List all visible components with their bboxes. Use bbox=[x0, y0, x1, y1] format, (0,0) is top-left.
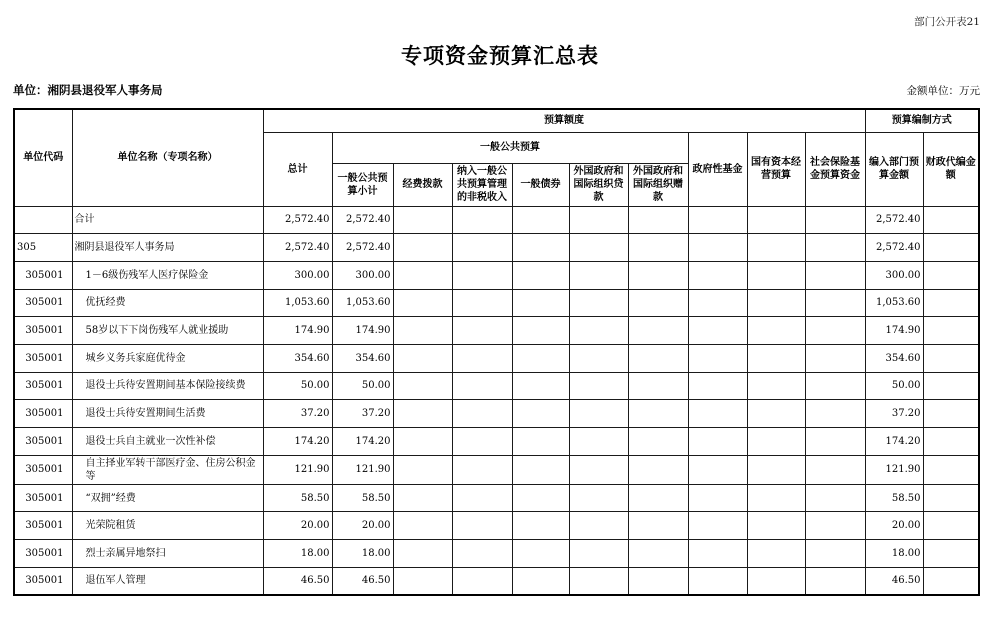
total-cell: 174.20 bbox=[263, 428, 332, 456]
total-cell: 1,053.60 bbox=[263, 289, 332, 317]
state-capital-cell bbox=[747, 289, 805, 317]
nontax-income-cell bbox=[452, 567, 512, 595]
unit-code-cell bbox=[14, 206, 72, 234]
gov-fund-cell bbox=[688, 540, 747, 568]
general-bonds-cell bbox=[512, 512, 569, 540]
funds-allocation-cell bbox=[393, 344, 452, 372]
fiscal-agency-cell bbox=[923, 484, 979, 512]
dept-budget-cell: 2,572.40 bbox=[865, 234, 923, 262]
gp-subtotal-cell: 50.00 bbox=[332, 372, 393, 400]
unit-name-cell: 58岁以下下岗伤残军人就业援助 bbox=[72, 317, 263, 345]
foreign-loans-cell bbox=[569, 484, 628, 512]
general-bonds-cell bbox=[512, 484, 569, 512]
social-insurance-cell bbox=[805, 484, 865, 512]
fiscal-agency-cell bbox=[923, 372, 979, 400]
foreign-grants-cell bbox=[628, 372, 688, 400]
foreign-loans-cell bbox=[569, 540, 628, 568]
foreign-loans-cell bbox=[569, 372, 628, 400]
foreign-grants-cell bbox=[628, 261, 688, 289]
unit-code-cell: 305001 bbox=[14, 289, 72, 317]
social-insurance-cell bbox=[805, 400, 865, 428]
unit-name-cell: 退役士兵自主就业一次性补偿 bbox=[72, 428, 263, 456]
dept-budget-cell: 50.00 bbox=[865, 372, 923, 400]
social-insurance-cell bbox=[805, 428, 865, 456]
gp-subtotal-cell: 18.00 bbox=[332, 540, 393, 568]
table-row bbox=[14, 344, 979, 372]
general-bonds-cell bbox=[512, 261, 569, 289]
gov-fund-cell bbox=[688, 400, 747, 428]
nontax-income-cell bbox=[452, 484, 512, 512]
general-bonds-cell bbox=[512, 344, 569, 372]
gp-subtotal-cell: 37.20 bbox=[332, 400, 393, 428]
table-row bbox=[14, 206, 979, 234]
table-row bbox=[14, 372, 979, 400]
gp-subtotal-cell: 20.00 bbox=[332, 512, 393, 540]
fiscal-agency-cell bbox=[923, 540, 979, 568]
gov-fund-cell bbox=[688, 372, 747, 400]
dept-budget-cell: 46.50 bbox=[865, 567, 923, 595]
state-capital-cell bbox=[747, 344, 805, 372]
fiscal-agency-cell bbox=[923, 455, 979, 484]
dept-budget-cell: 1,053.60 bbox=[865, 289, 923, 317]
social-insurance-cell bbox=[805, 567, 865, 595]
social-insurance-cell bbox=[805, 261, 865, 289]
unit-name-cell: 湘阴县退役军人事务局 bbox=[72, 234, 263, 262]
gov-fund-cell bbox=[688, 234, 747, 262]
gov-fund-cell bbox=[688, 512, 747, 540]
nontax-income-cell bbox=[452, 455, 512, 484]
state-capital-cell bbox=[747, 317, 805, 345]
social-insurance-cell bbox=[805, 206, 865, 234]
unit-code-cell: 305001 bbox=[14, 344, 72, 372]
gov-fund-cell bbox=[688, 261, 747, 289]
nontax-income-cell bbox=[452, 317, 512, 345]
header-dept-budget: 编入部门预算金额 bbox=[865, 132, 923, 206]
budget-summary-table bbox=[13, 108, 980, 596]
foreign-grants-cell bbox=[628, 289, 688, 317]
social-insurance-cell bbox=[805, 540, 865, 568]
fiscal-agency-cell bbox=[923, 567, 979, 595]
gp-subtotal-cell: 58.50 bbox=[332, 484, 393, 512]
gp-subtotal-cell: 174.20 bbox=[332, 428, 393, 456]
general-bonds-cell bbox=[512, 400, 569, 428]
header-state-capital: 国有资本经营预算 bbox=[747, 132, 805, 206]
funds-allocation-cell bbox=[393, 372, 452, 400]
dept-budget-cell: 121.90 bbox=[865, 455, 923, 484]
dept-budget-cell: 2,572.40 bbox=[865, 206, 923, 234]
header-funds-allocation: 经费拨款 bbox=[393, 163, 452, 206]
social-insurance-cell bbox=[805, 317, 865, 345]
total-cell: 46.50 bbox=[263, 567, 332, 595]
state-capital-cell bbox=[747, 512, 805, 540]
foreign-grants-cell bbox=[628, 206, 688, 234]
state-capital-cell bbox=[747, 567, 805, 595]
gp-subtotal-cell: 121.90 bbox=[332, 455, 393, 484]
social-insurance-cell bbox=[805, 234, 865, 262]
gov-fund-cell bbox=[688, 567, 747, 595]
general-bonds-cell bbox=[512, 428, 569, 456]
gp-subtotal-cell: 46.50 bbox=[332, 567, 393, 595]
funds-allocation-cell bbox=[393, 455, 452, 484]
header-budget-method: 预算编制方式 bbox=[865, 109, 979, 132]
foreign-loans-cell bbox=[569, 428, 628, 456]
total-cell: 174.90 bbox=[263, 317, 332, 345]
foreign-grants-cell bbox=[628, 400, 688, 428]
funds-allocation-cell bbox=[393, 567, 452, 595]
total-cell: 300.00 bbox=[263, 261, 332, 289]
state-capital-cell bbox=[747, 206, 805, 234]
page-title: 专项资金预算汇总表 bbox=[401, 43, 599, 68]
nontax-income-cell bbox=[452, 261, 512, 289]
state-capital-cell bbox=[747, 234, 805, 262]
unit-label: 单位：湘阴县退役军人事务局 bbox=[13, 83, 163, 97]
header-general-bonds: 一般债券 bbox=[512, 163, 569, 206]
dept-budget-cell: 174.20 bbox=[865, 428, 923, 456]
gov-fund-cell bbox=[688, 484, 747, 512]
table-row bbox=[14, 289, 979, 317]
foreign-grants-cell bbox=[628, 512, 688, 540]
funds-allocation-cell bbox=[393, 261, 452, 289]
unit-code-cell: 305001 bbox=[14, 372, 72, 400]
funds-allocation-cell bbox=[393, 540, 452, 568]
unit-name-cell: 烈士亲属异地祭扫 bbox=[72, 540, 263, 568]
foreign-loans-cell bbox=[569, 317, 628, 345]
gov-fund-cell bbox=[688, 455, 747, 484]
unit-name-cell: 优抚经费 bbox=[72, 289, 263, 317]
header-unit-code: 单位代码 bbox=[14, 109, 72, 206]
gov-fund-cell bbox=[688, 317, 747, 345]
general-bonds-cell bbox=[512, 289, 569, 317]
nontax-income-cell bbox=[452, 289, 512, 317]
total-cell: 37.20 bbox=[263, 400, 332, 428]
header-social-insurance: 社会保险基金预算资金 bbox=[805, 132, 865, 206]
foreign-grants-cell bbox=[628, 344, 688, 372]
unit-code-cell: 305001 bbox=[14, 317, 72, 345]
state-capital-cell bbox=[747, 261, 805, 289]
unit-name-cell: 退伍军人管理 bbox=[72, 567, 263, 595]
unit-name-cell: 自主择业军转干部医疗金、住房公积金等 bbox=[72, 455, 263, 484]
dept-budget-cell: 354.60 bbox=[865, 344, 923, 372]
foreign-grants-cell bbox=[628, 540, 688, 568]
nontax-income-cell bbox=[452, 512, 512, 540]
funds-allocation-cell bbox=[393, 484, 452, 512]
state-capital-cell bbox=[747, 428, 805, 456]
dept-budget-cell: 300.00 bbox=[865, 261, 923, 289]
funds-allocation-cell bbox=[393, 400, 452, 428]
nontax-income-cell bbox=[452, 344, 512, 372]
table-row bbox=[14, 400, 979, 428]
foreign-grants-cell bbox=[628, 317, 688, 345]
gov-fund-cell bbox=[688, 206, 747, 234]
unit-name-cell: 城乡义务兵家庭优待金 bbox=[72, 344, 263, 372]
fiscal-agency-cell bbox=[923, 289, 979, 317]
header-foreign-grants: 外国政府和国际组织赠款 bbox=[628, 163, 688, 206]
header-gov-fund: 政府性基金 bbox=[688, 132, 747, 206]
total-cell: 2,572.40 bbox=[263, 234, 332, 262]
total-cell: 354.60 bbox=[263, 344, 332, 372]
header-foreign-loans: 外国政府和国际组织贷款 bbox=[569, 163, 628, 206]
table-header bbox=[14, 109, 979, 206]
dept-budget-cell: 58.50 bbox=[865, 484, 923, 512]
funds-allocation-cell bbox=[393, 289, 452, 317]
nontax-income-cell bbox=[452, 428, 512, 456]
table-body bbox=[14, 206, 979, 595]
header-nontax-income: 纳入一般公共预算管理的非税收入 bbox=[452, 163, 512, 206]
table-row bbox=[14, 234, 979, 262]
general-bonds-cell bbox=[512, 372, 569, 400]
general-bonds-cell bbox=[512, 540, 569, 568]
amount-unit-label: 金额单位：万元 bbox=[906, 85, 980, 97]
social-insurance-cell bbox=[805, 372, 865, 400]
state-capital-cell bbox=[747, 455, 805, 484]
funds-allocation-cell bbox=[393, 206, 452, 234]
general-bonds-cell bbox=[512, 206, 569, 234]
gp-subtotal-cell: 174.90 bbox=[332, 317, 393, 345]
unit-code-cell: 305001 bbox=[14, 484, 72, 512]
table-row bbox=[14, 567, 979, 595]
funds-allocation-cell bbox=[393, 428, 452, 456]
foreign-loans-cell bbox=[569, 455, 628, 484]
funds-allocation-cell bbox=[393, 317, 452, 345]
state-capital-cell bbox=[747, 400, 805, 428]
header-budget-amount: 预算额度 bbox=[263, 109, 865, 132]
state-capital-cell bbox=[747, 372, 805, 400]
gp-subtotal-cell: 1,053.60 bbox=[332, 289, 393, 317]
social-insurance-cell bbox=[805, 344, 865, 372]
total-cell: 58.50 bbox=[263, 484, 332, 512]
funds-allocation-cell bbox=[393, 512, 452, 540]
header-unit-name: 单位名称（专项名称） bbox=[72, 109, 263, 206]
foreign-loans-cell bbox=[569, 512, 628, 540]
foreign-grants-cell bbox=[628, 567, 688, 595]
foreign-grants-cell bbox=[628, 234, 688, 262]
funds-allocation-cell bbox=[393, 234, 452, 262]
gp-subtotal-cell: 2,572.40 bbox=[332, 234, 393, 262]
header-general-public: 一般公共预算 bbox=[332, 132, 688, 163]
unit-code-cell: 305001 bbox=[14, 428, 72, 456]
nontax-income-cell bbox=[452, 206, 512, 234]
foreign-loans-cell bbox=[569, 289, 628, 317]
unit-name-cell: 退役士兵待安置期间基本保险接续费 bbox=[72, 372, 263, 400]
table-row bbox=[14, 455, 979, 484]
foreign-loans-cell bbox=[569, 400, 628, 428]
unit-name-cell: 1－6级伤残军人医疗保险金 bbox=[72, 261, 263, 289]
foreign-grants-cell bbox=[628, 428, 688, 456]
nontax-income-cell bbox=[452, 234, 512, 262]
fiscal-agency-cell bbox=[923, 317, 979, 345]
gp-subtotal-cell: 300.00 bbox=[332, 261, 393, 289]
gov-fund-cell bbox=[688, 344, 747, 372]
total-cell: 121.90 bbox=[263, 455, 332, 484]
gov-fund-cell bbox=[688, 428, 747, 456]
foreign-loans-cell bbox=[569, 234, 628, 262]
state-capital-cell bbox=[747, 484, 805, 512]
state-capital-cell bbox=[747, 540, 805, 568]
fiscal-agency-cell bbox=[923, 428, 979, 456]
general-bonds-cell bbox=[512, 455, 569, 484]
general-bonds-cell bbox=[512, 567, 569, 595]
table-row bbox=[14, 317, 979, 345]
foreign-loans-cell bbox=[569, 344, 628, 372]
table-row bbox=[14, 428, 979, 456]
unit-code-cell: 305 bbox=[14, 234, 72, 262]
table-row bbox=[14, 261, 979, 289]
social-insurance-cell bbox=[805, 512, 865, 540]
dept-budget-cell: 174.90 bbox=[865, 317, 923, 345]
foreign-grants-cell bbox=[628, 455, 688, 484]
general-bonds-cell bbox=[512, 234, 569, 262]
dept-budget-cell: 20.00 bbox=[865, 512, 923, 540]
total-cell: 20.00 bbox=[263, 512, 332, 540]
foreign-loans-cell bbox=[569, 206, 628, 234]
unit-code-cell: 305001 bbox=[14, 400, 72, 428]
fiscal-agency-cell bbox=[923, 261, 979, 289]
table-row bbox=[14, 540, 979, 568]
foreign-loans-cell bbox=[569, 261, 628, 289]
unit-name-cell: 退役士兵待安置期间生活费 bbox=[72, 400, 263, 428]
header-fiscal-agency: 财政代编金额 bbox=[923, 132, 979, 206]
gp-subtotal-cell: 354.60 bbox=[332, 344, 393, 372]
dept-budget-cell: 37.20 bbox=[865, 400, 923, 428]
dept-budget-cell: 18.00 bbox=[865, 540, 923, 568]
foreign-loans-cell bbox=[569, 567, 628, 595]
table-row bbox=[14, 484, 979, 512]
gov-fund-cell bbox=[688, 289, 747, 317]
fiscal-agency-cell bbox=[923, 512, 979, 540]
total-cell: 2,572.40 bbox=[263, 206, 332, 234]
total-cell: 50.00 bbox=[263, 372, 332, 400]
header-total: 总计 bbox=[263, 132, 332, 206]
unit-name-cell: “双拥”经费 bbox=[72, 484, 263, 512]
unit-code-cell: 305001 bbox=[14, 455, 72, 484]
meta-row bbox=[13, 82, 980, 98]
unit-code-cell: 305001 bbox=[14, 540, 72, 568]
table-row bbox=[14, 512, 979, 540]
fiscal-agency-cell bbox=[923, 344, 979, 372]
fiscal-agency-cell bbox=[923, 206, 979, 234]
unit-code-cell: 305001 bbox=[14, 567, 72, 595]
foreign-grants-cell bbox=[628, 484, 688, 512]
unit-name-cell: 合计 bbox=[72, 206, 263, 234]
total-cell: 18.00 bbox=[263, 540, 332, 568]
header-gp-subtotal: 一般公共预算小计 bbox=[332, 163, 393, 206]
fiscal-agency-cell bbox=[923, 400, 979, 428]
fiscal-agency-cell bbox=[923, 234, 979, 262]
unit-code-cell: 305001 bbox=[14, 512, 72, 540]
unit-name-cell: 光荣院租赁 bbox=[72, 512, 263, 540]
social-insurance-cell bbox=[805, 289, 865, 317]
nontax-income-cell bbox=[452, 540, 512, 568]
unit-code-cell: 305001 bbox=[14, 261, 72, 289]
gp-subtotal-cell: 2,572.40 bbox=[332, 206, 393, 234]
nontax-income-cell bbox=[452, 400, 512, 428]
general-bonds-cell bbox=[512, 317, 569, 345]
nontax-income-cell bbox=[452, 372, 512, 400]
doc-label: 部门公开表21 bbox=[914, 16, 980, 28]
social-insurance-cell bbox=[805, 455, 865, 484]
